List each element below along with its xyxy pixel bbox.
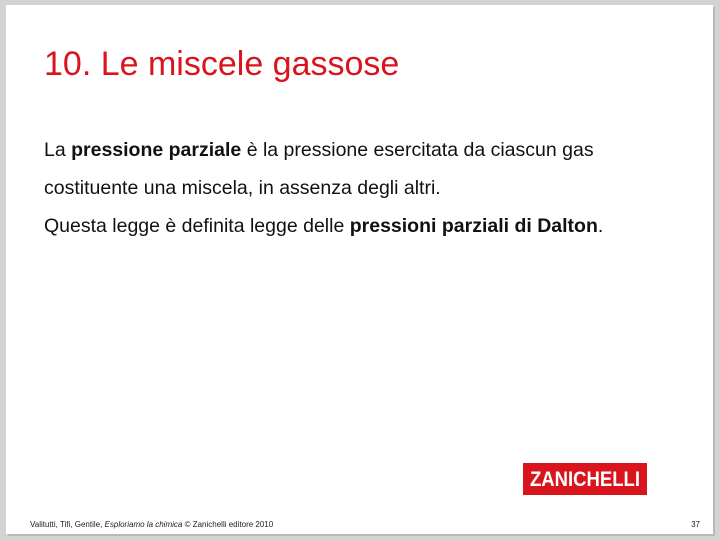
footer-authors: Valitutti, Tifi, Gentile, [30, 520, 105, 529]
footer-book-title: Esploriamo la chimica [104, 520, 183, 529]
svg-text:ZANICHELLI: ZANICHELLI [530, 468, 640, 491]
paragraph2-pre: Questa legge è definita legge delle [44, 215, 350, 237]
zanichelli-logo-wordmark [527, 466, 643, 492]
paragraph1-pre: La [44, 139, 72, 161]
zanichelli-logo [523, 463, 647, 495]
paragraph-partial-pressure [44, 131, 684, 207]
slide-title: 10. Le miscele gassose [44, 45, 400, 83]
term-partial-pressure: pressione parziale [71, 139, 242, 161]
paragraph2-post: . [597, 215, 604, 237]
footer-publisher: © Zanichelli editore 2010 [182, 520, 274, 529]
slide-body [44, 131, 684, 245]
slide [6, 5, 713, 534]
footer-credits [30, 520, 273, 529]
paragraph-dalton-law [44, 207, 684, 245]
paragraph1-post: è la pressione esercitata da ciascun gas costituente una miscela, in assenza degli altri. [44, 139, 594, 199]
term-dalton-law: pressioni parziali di Dalton [349, 215, 598, 237]
page-number: 37 [691, 520, 700, 529]
